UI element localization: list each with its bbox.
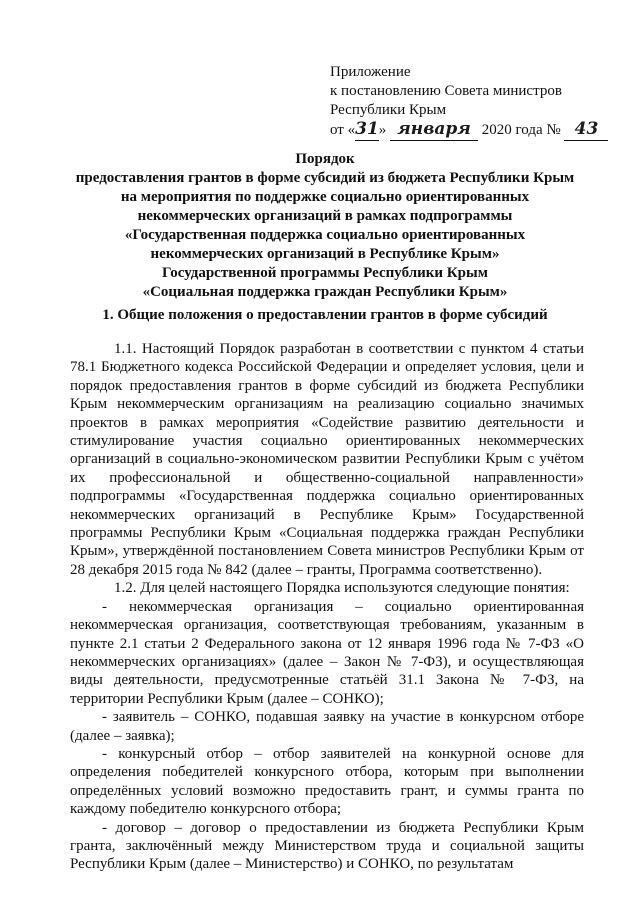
doc-number [564, 120, 608, 141]
definition-applicant: - заявитель – СОНКО, подавшая заявку на участие в конкурсном отборе (далее – заявка); [70, 709, 584, 744]
handwritten-number: 43 [574, 119, 599, 139]
appendix-line-3: Республики Крым [330, 102, 447, 118]
date-quote: » [378, 122, 387, 138]
title-line: некоммерческих организаций в рамках подпрограммы [137, 208, 513, 224]
document-body [70, 340, 584, 874]
title-line: «Государственная поддержка социально ориентированных [124, 227, 526, 243]
appendix-block [330, 63, 630, 141]
date-prefix: от « [330, 122, 356, 138]
date-day [355, 120, 379, 141]
paragraph-1-1: 1.1. Настоящий Порядок разработан в соответствии с пунктом 4 статьи 78.1 Бюджетного кодекса Российской Федерации и определяет условия, цели и порядок предоставления грантов в форме субсидий из бюджета Республики Крым некоммерческим организациям на реализацию социально значимых проектов в рамках мероприятия «Содействие развитию деятельности и стимулирование участия социально ориентированных некоммерческих организаций в социально-экономическом развитии Республики Крым с учётом их профессиональной и общественно-социальной направленности» подпрограммы «Государственная поддержка социально ориентированных некоммерческих организаций в Республике Крым» Государственной программы Республики Крым «Социальная поддержка граждан Республики Крым», утверждённой постановлением Совета министров Республики Крым от 28 декабря 2015 года № 842 (далее – гранты, Программа соответственно). [70, 341, 584, 578]
definition-competition: - конкурсный отбор – отбор заявителей на конкурной основе для определения победителей конкурсного отбора, которым при выполнении определённых условий возможно предоставить грант, и суммы гранта по каждому победителю конкурсного отбора; [70, 745, 584, 818]
handwritten-month: января [397, 119, 471, 139]
definition-sonko: - некоммерческая организация – социально ориентированная некоммерческая организация, соответствующая требованиям, указанным в пункте 2.1 статьи 2 Федерального закона от 12 января 1996 года № 7-ФЗ «О некоммерческих организациях» (далее – Закон № 7-ФЗ), и осуществляющая виды деятельности, предусмотренные статьёй 31.1 Закона № 7-ФЗ, на территории Республики Крым (далее – СОНКО); [70, 598, 584, 707]
title-line: Государственной программы Республики Крым [162, 265, 488, 281]
title-line: некоммерческих организаций в Республике Крым» [150, 246, 500, 262]
date-month [390, 120, 478, 141]
title-line: предоставления грантов в форме субсидий из бюджета Республики Крым [75, 170, 575, 186]
appendix-line-1: Приложение [330, 64, 411, 80]
handwritten-day: 31 [355, 119, 379, 139]
title-line: «Социальная поддержка граждан Республики Крым» [142, 284, 508, 300]
definition-contract: - договор – договор о предоставлении из бюджета Республики Крым гранта, заключённый между Министерством труда и социальной защиты Республики Крым (далее – Министерство) и СОНКО, по результатам [70, 819, 584, 873]
document-title [60, 150, 590, 302]
date-year: 2020 года № [481, 122, 561, 138]
title-line: на мероприятия по поддержке социально ориентированных [120, 189, 530, 205]
paragraph-1-2: 1.2. Для целей настоящего Порядка используются следующие понятия: [114, 580, 570, 597]
section-heading: 1. Общие положения о предоставлении грантов в форме субсидий [102, 307, 548, 323]
title-heading: Порядок [295, 151, 355, 167]
appendix-line-2: к постановлению Совета министров [330, 83, 562, 99]
appendix-date-line [330, 120, 630, 141]
